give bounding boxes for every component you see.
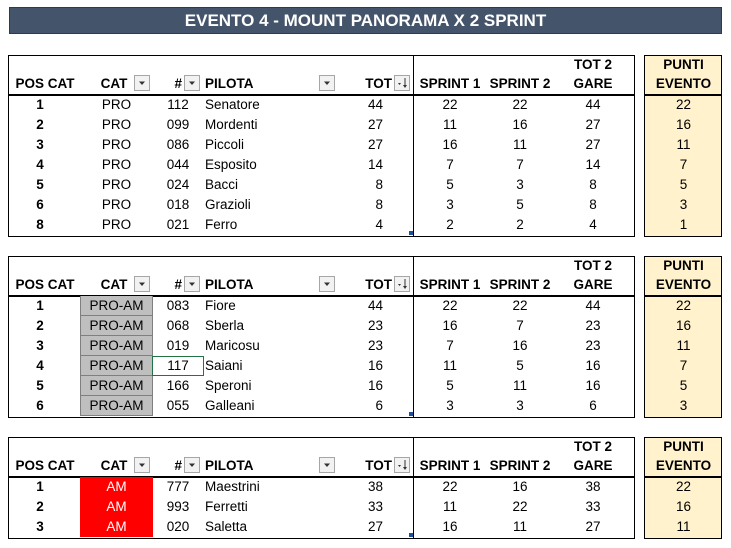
punti-evento-cell[interactable]: 5 (679, 177, 688, 192)
total-cell[interactable]: 14 (367, 157, 383, 172)
category-cell[interactable]: PRO-AM (80, 336, 153, 356)
table-row (0, 175, 731, 195)
sprint2-cell[interactable]: 22 (512, 499, 528, 514)
pos-cell[interactable]: 5 (36, 378, 44, 393)
category-cell[interactable]: PRO-AM (80, 296, 153, 316)
punti-evento-cell[interactable]: 7 (679, 358, 688, 373)
car-number-cell[interactable]: 018 (166, 197, 190, 212)
category-cell[interactable]: PRO-AM (80, 356, 153, 376)
table-row (0, 376, 731, 396)
car-number-cell[interactable]: 099 (166, 117, 190, 132)
table-resize-handle[interactable] (409, 533, 413, 537)
pilota-filter-button[interactable] (319, 457, 335, 473)
total-cell[interactable]: 23 (367, 318, 383, 333)
punti-evento-cell[interactable]: 22 (675, 97, 692, 112)
category-cell[interactable]: PRO-AM (80, 376, 153, 396)
sprint2-cell[interactable]: 5 (516, 197, 524, 212)
pos-cell[interactable]: 1 (36, 479, 44, 494)
tot2-gare-cell[interactable]: 4 (589, 217, 597, 232)
header-punti-line2: EVENTO (655, 76, 712, 91)
driver-name-cell[interactable]: Speroni (205, 378, 252, 393)
punti-evento-cell[interactable]: 1 (679, 217, 688, 232)
total-cell[interactable]: 44 (367, 298, 383, 313)
driver-name-cell[interactable]: Ferretti (205, 499, 248, 514)
tot2-gare-cell[interactable]: 27 (585, 137, 601, 152)
car-number-cell[interactable]: 021 (166, 217, 190, 232)
punti-evento-cell[interactable]: 7 (679, 157, 688, 172)
car-number-cell[interactable]: 993 (166, 499, 190, 514)
total-cell[interactable]: 27 (367, 519, 383, 534)
table-resize-handle[interactable] (409, 231, 413, 235)
table-pro (0, 55, 731, 237)
car-number-cell[interactable]: 166 (166, 378, 190, 393)
table-row (0, 195, 731, 215)
tot2-gare-cell[interactable]: 27 (585, 519, 601, 534)
header-punti-line1: PUNTI (663, 57, 704, 72)
driver-name-cell[interactable]: Fiore (205, 298, 236, 313)
category-cell[interactable]: PRO (101, 157, 132, 172)
header-sprint2: SPRINT 2 (489, 458, 551, 473)
punti-evento-cell[interactable]: 16 (675, 499, 692, 514)
total-cell[interactable]: 16 (367, 358, 383, 373)
sprint1-cell[interactable]: 7 (446, 157, 454, 172)
header-tot2-line2: GARE (573, 277, 613, 292)
pos-cell[interactable]: 4 (36, 358, 44, 373)
header-pos-cat: POS CAT (15, 277, 75, 292)
header-sprint1: SPRINT 1 (419, 277, 481, 292)
sprint1-cell[interactable]: 22 (442, 298, 458, 313)
header-num: # (174, 458, 182, 473)
header-punti-line2: EVENTO (655, 458, 712, 473)
header-pilota: PILOTA (205, 458, 254, 473)
driver-name-cell[interactable]: Sberla (205, 318, 245, 333)
driver-name-cell[interactable]: Bacci (205, 177, 239, 192)
punti-evento-cell[interactable]: 16 (675, 117, 692, 132)
driver-name-cell[interactable]: Piccoli (205, 137, 245, 152)
header-cat: CAT (100, 458, 128, 473)
tot2-gare-cell[interactable]: 33 (585, 499, 601, 514)
sprint1-cell[interactable]: 3 (446, 398, 454, 413)
sprint2-cell[interactable]: 7 (516, 318, 524, 333)
tot2-gare-cell[interactable]: 14 (585, 157, 601, 172)
sprint2-cell[interactable]: 3 (516, 398, 524, 413)
header-tot: TOT (365, 277, 392, 292)
table-row (0, 296, 731, 316)
tot2-gare-cell[interactable]: 8 (589, 177, 597, 192)
header-sprint1: SPRINT 1 (419, 458, 481, 473)
category-cell[interactable]: AM (80, 477, 153, 497)
pos-cell[interactable]: 1 (36, 298, 44, 313)
tot2-gare-cell[interactable]: 44 (585, 298, 601, 313)
table-row (0, 396, 731, 416)
sprint1-cell[interactable]: 11 (442, 117, 457, 132)
pos-cell[interactable]: 3 (36, 137, 44, 152)
tot2-gare-cell[interactable]: 38 (585, 479, 601, 494)
pos-cell[interactable]: 4 (36, 157, 44, 172)
car-number-cell[interactable]: 044 (166, 157, 190, 172)
header-tot: TOT (365, 458, 392, 473)
table-row (0, 336, 731, 356)
header-pos-cat: POS CAT (15, 76, 75, 91)
pilota-filter-button[interactable] (319, 276, 335, 292)
punti-evento-cell[interactable]: 5 (679, 378, 688, 393)
car-number-cell[interactable]: 777 (166, 479, 190, 494)
header-tot2-line2: GARE (573, 458, 613, 473)
pos-cell[interactable]: 2 (36, 117, 44, 132)
pos-cell[interactable]: 3 (36, 338, 44, 353)
sprint1-cell[interactable]: 7 (446, 338, 454, 353)
tot-sort-button[interactable] (394, 457, 410, 473)
driver-name-cell[interactable]: Galleani (205, 398, 255, 413)
category-cell[interactable]: AM (80, 497, 153, 517)
sprint1-cell[interactable]: 16 (442, 519, 458, 534)
category-cell[interactable]: PRO (101, 97, 132, 112)
table-resize-handle[interactable] (409, 412, 413, 416)
total-cell[interactable]: 6 (375, 398, 383, 413)
tot2-gare-cell[interactable]: 27 (585, 117, 601, 132)
header-tot: TOT (365, 76, 392, 91)
punti-evento-cell[interactable]: 3 (679, 398, 688, 413)
driver-name-cell[interactable]: Senatore (205, 97, 260, 112)
category-cell[interactable]: PRO (101, 117, 132, 132)
car-number-cell[interactable]: 019 (166, 338, 190, 353)
car-number-cell[interactable]: 117 (152, 356, 204, 376)
header-sprint1: SPRINT 1 (419, 76, 481, 91)
cat-filter-button[interactable] (134, 457, 150, 473)
header-pos-cat: POS CAT (15, 458, 75, 473)
header-num: # (174, 76, 182, 91)
total-cell[interactable]: 16 (367, 378, 383, 393)
cat-filter-button[interactable] (134, 75, 150, 91)
table-row (0, 356, 731, 376)
car-number-cell[interactable]: 024 (166, 177, 190, 192)
total-cell[interactable]: 33 (367, 499, 383, 514)
car-number-cell[interactable]: 112 (167, 97, 189, 112)
pos-cell[interactable]: 6 (36, 197, 44, 212)
total-cell[interactable]: 4 (375, 217, 383, 232)
punti-evento-cell[interactable]: 11 (676, 338, 691, 353)
driver-name-cell[interactable]: Saiani (205, 358, 243, 373)
tot-sort-button[interactable] (394, 75, 410, 91)
driver-name-cell[interactable]: Saletta (205, 519, 248, 534)
driver-name-cell[interactable]: Maricosu (205, 338, 260, 353)
pos-cell[interactable]: 6 (36, 398, 44, 413)
sprint1-cell[interactable]: 3 (446, 197, 454, 212)
sprint2-cell[interactable]: 22 (512, 298, 528, 313)
punti-evento-cell[interactable]: 3 (679, 197, 688, 212)
tot-sort-button[interactable] (394, 276, 410, 292)
table-row (0, 95, 731, 115)
sprint2-cell[interactable]: 16 (512, 479, 528, 494)
car-number-cell[interactable]: 086 (166, 137, 190, 152)
header-punti-line1: PUNTI (663, 258, 704, 273)
num-filter-button[interactable] (184, 276, 200, 292)
driver-name-cell[interactable]: Ferro (205, 217, 238, 232)
category-cell[interactable]: PRO-AM (80, 396, 153, 416)
tot2-gare-cell[interactable]: 23 (585, 338, 601, 353)
table-row (0, 497, 731, 517)
header-sprint2: SPRINT 2 (489, 76, 551, 91)
sprint2-cell[interactable]: 16 (512, 117, 528, 132)
pos-cell[interactable]: 1 (36, 97, 44, 112)
total-cell[interactable]: 27 (367, 137, 383, 152)
total-cell[interactable]: 8 (375, 197, 383, 212)
tot2-gare-cell[interactable]: 44 (585, 97, 601, 112)
pos-cell[interactable]: 8 (36, 217, 44, 232)
header-cat: CAT (100, 277, 128, 292)
sprint1-cell[interactable]: 16 (442, 137, 458, 152)
total-cell[interactable]: 38 (367, 479, 383, 494)
punti-evento-cell[interactable]: 11 (676, 137, 691, 152)
table-pro-am (0, 256, 731, 418)
category-cell[interactable]: PRO (101, 177, 132, 192)
car-number-cell[interactable]: 083 (166, 298, 190, 313)
pilota-filter-button[interactable] (319, 75, 335, 91)
total-cell[interactable]: 27 (367, 117, 383, 132)
sprint2-cell[interactable]: 11 (512, 137, 527, 152)
header-tot2-line1: TOT 2 (573, 439, 612, 454)
tot2-gare-cell[interactable]: 16 (585, 378, 601, 393)
num-filter-button[interactable] (184, 457, 200, 473)
punti-evento-cell[interactable]: 11 (676, 519, 691, 534)
header-sprint2: SPRINT 2 (489, 277, 551, 292)
sprint1-cell[interactable]: 22 (442, 97, 458, 112)
driver-name-cell[interactable]: Esposito (205, 157, 257, 172)
punti-evento-cell[interactable]: 22 (675, 479, 692, 494)
table-row (0, 115, 731, 135)
sprint1-cell[interactable]: 5 (446, 378, 454, 393)
num-filter-button[interactable] (184, 75, 200, 91)
sprint2-cell[interactable]: 5 (516, 358, 524, 373)
pos-cell[interactable]: 2 (36, 318, 44, 333)
total-cell[interactable]: 44 (367, 97, 383, 112)
table-am (0, 437, 731, 539)
sprint1-cell[interactable]: 16 (442, 318, 458, 333)
header-punti-line1: PUNTI (663, 439, 704, 454)
sprint2-cell[interactable]: 7 (516, 157, 524, 172)
page-title: EVENTO 4 - MOUNT PANORAMA X 2 SPRINT (9, 7, 722, 34)
sprint1-cell[interactable]: 11 (442, 499, 457, 514)
pos-cell[interactable]: 5 (36, 177, 44, 192)
tot2-gare-cell[interactable]: 23 (585, 318, 601, 333)
header-tot2-line1: TOT 2 (573, 57, 612, 72)
driver-name-cell[interactable]: Grazioli (205, 197, 251, 212)
table-row (0, 477, 731, 497)
sprint2-cell[interactable]: 11 (512, 378, 527, 393)
table-row (0, 215, 731, 235)
tot2-gare-cell[interactable]: 6 (589, 398, 597, 413)
car-number-cell[interactable]: 068 (166, 318, 190, 333)
category-cell[interactable]: PRO-AM (80, 316, 153, 336)
tot2-gare-cell[interactable]: 16 (585, 358, 601, 373)
cat-filter-button[interactable] (134, 276, 150, 292)
header-cat: CAT (100, 76, 128, 91)
table-row (0, 155, 731, 175)
car-number-cell[interactable]: 020 (166, 519, 190, 534)
sprint2-cell[interactable]: 16 (512, 338, 528, 353)
sprint2-cell[interactable]: 11 (512, 519, 527, 534)
category-cell[interactable]: PRO (101, 137, 132, 152)
pos-cell[interactable]: 3 (36, 519, 44, 534)
total-cell[interactable]: 23 (367, 338, 383, 353)
total-cell[interactable]: 8 (375, 177, 383, 192)
pos-cell[interactable]: 2 (36, 499, 44, 514)
table-row (0, 316, 731, 336)
tot2-gare-cell[interactable]: 8 (589, 197, 597, 212)
sprint2-cell[interactable]: 2 (516, 217, 524, 232)
car-number-cell[interactable]: 055 (166, 398, 190, 413)
header-pilota: PILOTA (205, 76, 254, 91)
driver-name-cell[interactable]: Maestrini (205, 479, 260, 494)
sprint1-cell[interactable]: 22 (442, 479, 458, 494)
category-cell[interactable]: AM (80, 517, 153, 537)
punti-evento-cell[interactable]: 22 (675, 298, 692, 313)
table-row (0, 517, 731, 537)
header-num: # (174, 277, 182, 292)
sprint1-cell[interactable]: 11 (442, 358, 457, 373)
driver-name-cell[interactable]: Mordenti (205, 117, 258, 132)
punti-evento-cell[interactable]: 16 (675, 318, 692, 333)
sprint1-cell[interactable]: 2 (446, 217, 454, 232)
header-punti-line2: EVENTO (655, 277, 712, 292)
sprint2-cell[interactable]: 3 (516, 177, 524, 192)
category-cell[interactable]: PRO (101, 217, 132, 232)
category-cell[interactable]: PRO (101, 197, 132, 212)
header-tot2-line2: GARE (573, 76, 613, 91)
header-pilota: PILOTA (205, 277, 254, 292)
header-tot2-line1: TOT 2 (573, 258, 612, 273)
sprint2-cell[interactable]: 22 (512, 97, 528, 112)
table-row (0, 135, 731, 155)
sprint1-cell[interactable]: 5 (446, 177, 454, 192)
